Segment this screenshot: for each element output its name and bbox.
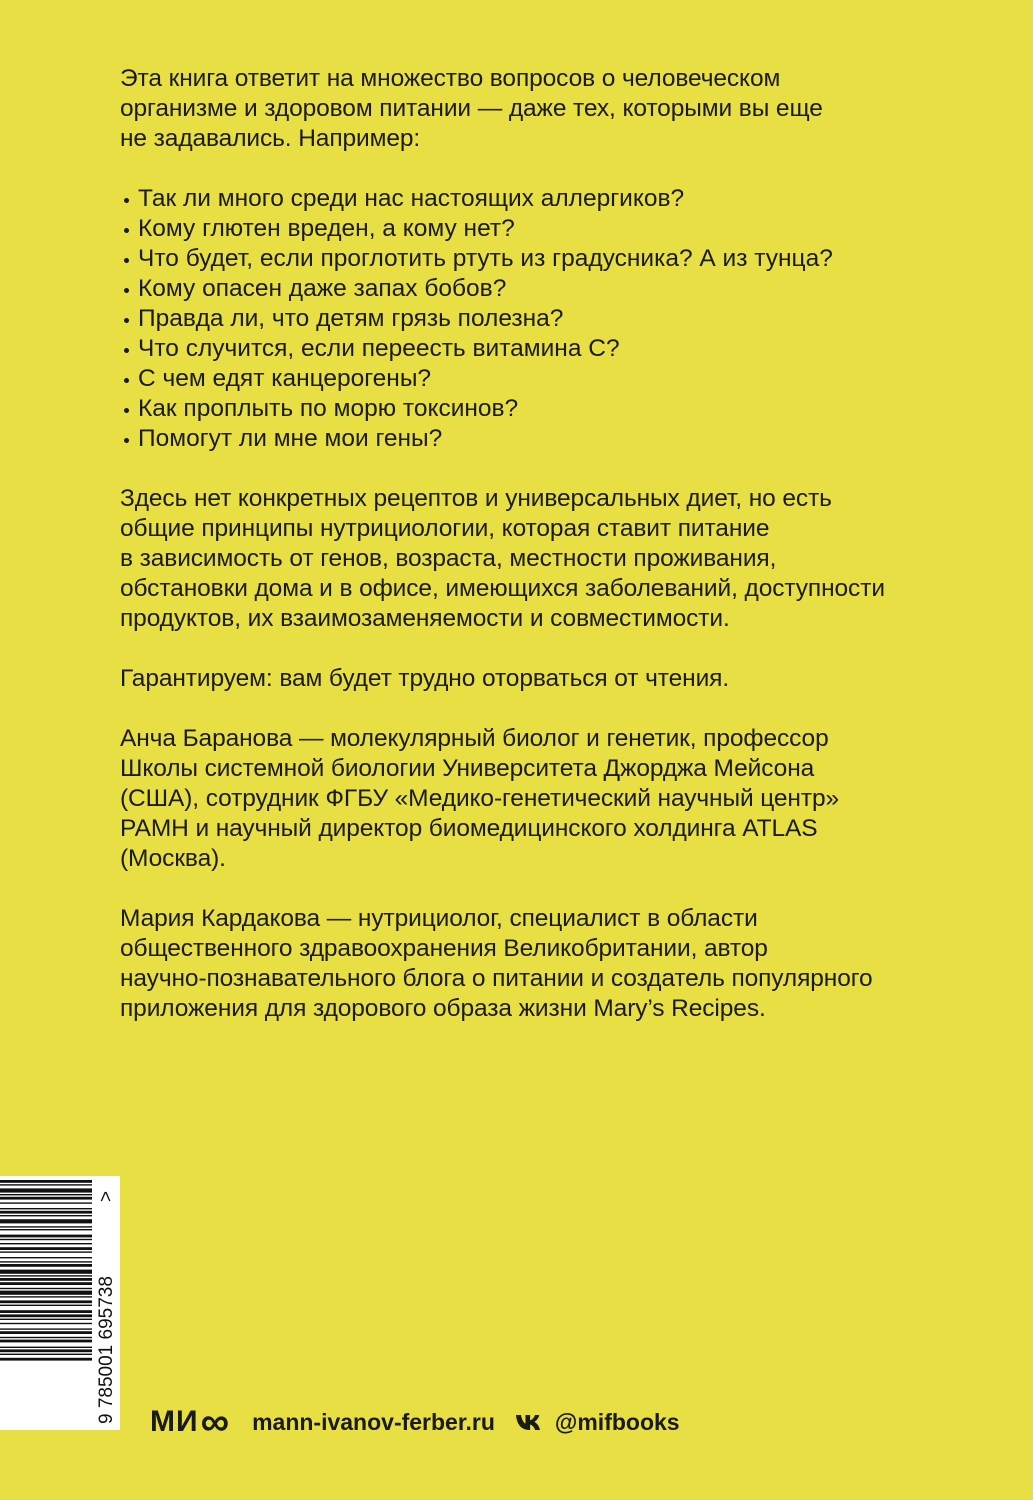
barcode-bar [0, 1226, 92, 1227]
barcode-bar [0, 1288, 92, 1289]
intro-line: организме и здоровом питании — даже тех, которыми вы еще [120, 95, 823, 122]
barcode-bar [0, 1323, 92, 1324]
question-item: Кому глютен вреден, а кому нет? [120, 214, 920, 244]
intro-paragraph [120, 64, 920, 154]
barcode-bar [0, 1184, 92, 1185]
barcode-bar [0, 1264, 92, 1267]
publisher-logo [150, 1400, 231, 1444]
barcode-bar [0, 1247, 92, 1250]
barcode-bar [0, 1337, 92, 1338]
description-line: продуктов, их взаимозаменяемости и совместимости. [120, 605, 730, 632]
barcode-bar [0, 1282, 92, 1285]
author1-line: Школы системной биологии Университета Джорджа Мейсона [120, 755, 815, 782]
question-item: Что будет, если проглотить ртуть из градусника? А из тунца? [120, 244, 920, 274]
barcode-bar [0, 1354, 92, 1355]
description-line: в зависимость от генов, возраста, местности проживания, [120, 545, 777, 572]
author2-line: научно-познавательного блога о питании и создатель популярного [120, 965, 873, 992]
author2-line: — нутрициолог, специалист в области [320, 905, 758, 932]
barcode-bar [0, 1202, 92, 1203]
question-item: Кому опасен даже запах бобов? [120, 274, 920, 304]
author2-line: приложения для здорового образа жизни Mary’s Recipes. [120, 995, 766, 1022]
barcode-bar [0, 1314, 92, 1317]
barcode-bar [0, 1310, 92, 1313]
barcode-bar [0, 1319, 92, 1320]
barcode-bar [0, 1239, 92, 1240]
author1-name: Анча Баранова [120, 725, 293, 752]
social-handle[interactable]: @mifbooks [554, 1408, 680, 1435]
logo-letters: МИ [150, 1405, 199, 1438]
barcode-bar [0, 1219, 92, 1223]
barcode-bar [0, 1243, 92, 1244]
barcode-bar [0, 1188, 92, 1192]
author1-line: (США), сотрудник ФГБУ «Медико-генетический научный центр» [120, 785, 840, 812]
author1-bio [120, 724, 920, 874]
description-line: общие принципы нутрициологии, которая ставит питание [120, 515, 770, 542]
description-line: обстановки дома и в офисе, имеющихся заболеваний, доступности [120, 575, 885, 602]
question-item: Так ли много среди нас настоящих аллергиков? [120, 184, 920, 214]
author1-line: (Москва). [120, 845, 226, 872]
author1-line: — молекулярный биолог и генетик, профессор [292, 725, 829, 752]
barcode-bar [0, 1211, 92, 1214]
author2-line: общественного здравоохранения Великобритании, автор [120, 935, 768, 962]
website-link[interactable]: mann-ivanov-ferber.ru [252, 1408, 495, 1435]
barcode-bar [0, 1349, 92, 1352]
intro-line: не задавались. Например: [120, 125, 421, 152]
isbn-barcode [0, 1176, 120, 1430]
barcode-bar [0, 1270, 92, 1274]
question-item: С чем едят канцерогены? [120, 364, 920, 394]
barcode-bar [0, 1235, 92, 1238]
barcode-bar [0, 1278, 92, 1281]
barcode-bar [0, 1251, 92, 1252]
barcode-bar [0, 1229, 92, 1230]
question-item: Помогут ли мне мои гены? [120, 424, 920, 454]
barcode-bar [0, 1300, 92, 1303]
barcode-bar [0, 1291, 92, 1295]
question-item: Что случится, если переесть витамина С? [120, 334, 920, 364]
barcode-bar [0, 1197, 92, 1200]
barcode-bar [0, 1331, 92, 1334]
question-item: Правда ли, что детям грязь полезна? [120, 304, 920, 334]
description-paragraph [120, 484, 920, 634]
barcode-bar [0, 1194, 92, 1195]
author1-line: РАМН и научный директор биомедицинского холдинга ATLAS [120, 815, 818, 842]
barcode-bar [0, 1328, 92, 1329]
vk-icon[interactable] [515, 1413, 543, 1431]
barcode-bar [0, 1275, 92, 1276]
question-item: Как проплыть по морю токсинов? [120, 394, 920, 424]
description-line: Здесь нет конкретных рецептов и универсальных диет, но есть [120, 485, 832, 512]
barcode-bars [0, 1180, 92, 1361]
questions-list [120, 184, 920, 454]
barcode-bar [0, 1257, 92, 1258]
infinity-icon: ∞ [200, 1400, 231, 1444]
author2-bio [120, 904, 920, 1024]
barcode-digits: 9 785001 695738 [96, 1276, 117, 1424]
barcode-bar [0, 1347, 92, 1348]
barcode-bar [0, 1261, 92, 1262]
barcode-bar [0, 1296, 92, 1297]
barcode-bar [0, 1180, 92, 1183]
intro-line: Эта книга ответит на множество вопросов о человеческом [120, 65, 781, 92]
barcode-graphic [0, 1176, 120, 1430]
barcode-bar [0, 1215, 92, 1216]
guarantee-text: Гарантируем: вам будет трудно оторваться от чтения. [120, 665, 730, 692]
barcode-bar [0, 1358, 92, 1361]
publisher-footer [150, 1402, 680, 1442]
author2-name: Мария Кардакова [120, 905, 321, 932]
barcode-arrow: > [96, 1190, 117, 1202]
barcode-bar [0, 1305, 92, 1306]
barcode-bar [0, 1208, 92, 1209]
barcode-bar [0, 1340, 92, 1343]
